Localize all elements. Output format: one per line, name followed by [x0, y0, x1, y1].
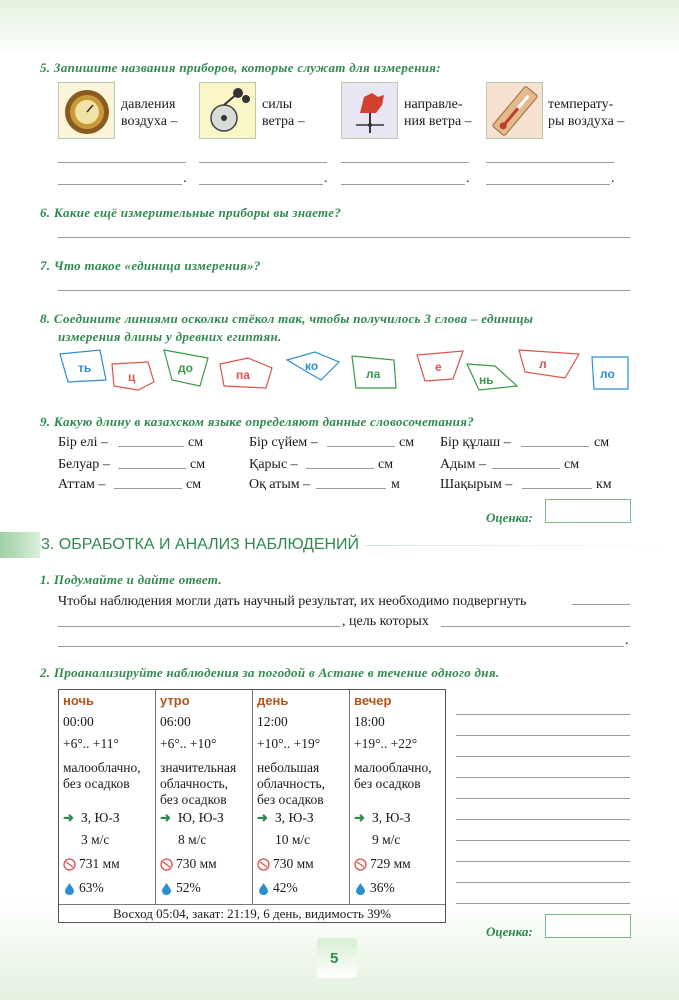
sky-line: небольшая [257, 760, 320, 775]
humidity-value: 63% [79, 880, 104, 895]
sky-line: без осадков [257, 792, 324, 807]
unit-label: см [399, 435, 415, 450]
wind-speed: 3 м/с [81, 832, 110, 847]
task8-text-line1: Соедините линиями осколки стёкол так, чтобы получилось 3 слова – единицы [53, 311, 534, 326]
answer-line[interactable] [199, 184, 323, 185]
shard-text: ко [305, 359, 319, 373]
s3-task1-body-text: Чтобы наблюдения могли дать научный результат, их необходимо подвергнуть [58, 594, 527, 609]
answer-line[interactable] [456, 861, 630, 862]
term-label: Қарыс – [249, 457, 298, 472]
grade-field[interactable] [545, 499, 631, 523]
task6-text: Какие ещё измерительные приборы вы знаете? [53, 205, 342, 220]
period-label: утро [160, 693, 190, 708]
term-label: Оқ атым – [249, 477, 311, 492]
humidity-drop-icon [63, 882, 76, 895]
wind-speed: 9 м/с [372, 832, 401, 847]
weather-table [58, 689, 446, 923]
humidity-drop-icon [354, 882, 367, 895]
sky-line: облачность, [257, 776, 325, 791]
answer-line[interactable] [486, 184, 610, 185]
pressure-gauge-icon [160, 858, 173, 871]
sky-line: без осадков [354, 776, 421, 791]
glass-shard[interactable] [58, 348, 108, 384]
answer-line[interactable] [456, 798, 630, 799]
s3-task2-question [40, 665, 499, 681]
glass-shard[interactable] [108, 360, 158, 392]
unit-label: см [564, 457, 580, 472]
answer-line[interactable] [456, 882, 630, 883]
period-label: ночь [63, 693, 95, 708]
term-label: Белуар – [58, 457, 110, 472]
unit-label: см [594, 435, 610, 450]
grade-label: Оценка: [486, 924, 533, 939]
label-air-pressure: давления воздуха – [121, 97, 178, 129]
time-value: 00:00 [63, 714, 94, 729]
grade-field[interactable] [545, 914, 631, 938]
pressure-gauge-icon [354, 858, 367, 871]
s3-task1-number: 1. [40, 572, 51, 587]
shard-text: до [178, 361, 193, 375]
answer-line[interactable] [58, 290, 630, 291]
answer-line[interactable] [521, 446, 589, 447]
term-label: Шақырым – [440, 477, 513, 492]
answer-line[interactable] [58, 237, 630, 238]
task6-number: 6. [40, 205, 51, 220]
barometer-icon [58, 82, 115, 139]
term-label: Бір елі – [58, 435, 109, 450]
task5-question [40, 60, 441, 76]
task9-text: Какую длину в казахском языке определяют данные словосочетания? [53, 414, 475, 429]
answer-line[interactable] [456, 777, 630, 778]
wind-arrow-icon: ➜ [63, 810, 74, 825]
answer-line[interactable] [306, 468, 374, 469]
answer-line[interactable] [456, 735, 630, 736]
glass-shard[interactable] [517, 348, 583, 382]
task7-question [40, 258, 261, 274]
period: . [324, 171, 328, 186]
glass-shard[interactable] [590, 355, 632, 391]
sky-line: малооблачно, [354, 760, 432, 775]
period: . [625, 633, 629, 648]
task8-question [40, 310, 635, 346]
period: . [183, 171, 187, 186]
wind-speed: 8 м/с [178, 832, 207, 847]
temperature-value: +6°.. +10° [160, 736, 217, 751]
answer-line[interactable] [486, 162, 614, 163]
pressure-gauge-icon [63, 858, 76, 871]
page-number: 5 [330, 950, 339, 967]
term-label: Адым – [440, 457, 486, 472]
wind-arrow-icon: ➜ [160, 810, 171, 825]
answer-line[interactable] [341, 162, 469, 163]
task6-question [40, 205, 341, 221]
answer-line[interactable] [58, 162, 186, 163]
humidity-value: 52% [176, 880, 201, 895]
pressure-value: 729 мм [370, 856, 411, 871]
answer-line[interactable] [58, 646, 624, 647]
term-label: Бір сүйем – [249, 435, 318, 450]
humidity-value: 36% [370, 880, 395, 895]
label-wind-force: силы ветра – [262, 97, 305, 129]
shard-text: е [435, 360, 442, 374]
answer-line[interactable] [114, 488, 182, 489]
shard-text: ц [128, 370, 136, 384]
shard-text: ла [366, 367, 381, 381]
weather-footer: Восход 05:04, закат: 21:19, 6 день, видимость 39% [59, 904, 445, 923]
time-value: 06:00 [160, 714, 191, 729]
answer-line[interactable] [199, 162, 327, 163]
time-value: 12:00 [257, 714, 288, 729]
temperature-value: +10°.. +19° [257, 736, 321, 751]
sky-line: значительная [160, 760, 237, 775]
s3-task1-body-text2: , цель которых [342, 614, 429, 629]
period-label: день [257, 693, 289, 708]
s3-task2-text: Проанализируйте наблюдения за погодой в Астане в течение одного дня. [53, 665, 500, 680]
answer-line[interactable] [441, 626, 630, 627]
pressure-value: 730 мм [176, 856, 217, 871]
label-air-temperature: температу- ры воздуха – [548, 97, 625, 129]
wind-direction: З, Ю-З [372, 810, 411, 825]
s3-task1-question [40, 572, 222, 588]
answer-line[interactable] [456, 840, 630, 841]
section-title: 3. ОБРАБОТКА И АНАЛИЗ НАБЛЮДЕНИЙ [41, 536, 365, 554]
answer-line[interactable] [118, 468, 186, 469]
anemometer-icon [199, 82, 256, 139]
shard-text: нь [479, 373, 494, 387]
period-label: вечер [354, 693, 392, 708]
wind-direction: Ю, Ю-З [178, 810, 224, 825]
sky-line: без осадков [63, 776, 130, 791]
weather-column [253, 690, 350, 904]
task5-text: Запишите названия приборов, которые служат для измерения: [53, 60, 441, 75]
shard-text: па [236, 368, 250, 382]
answer-line[interactable] [456, 903, 630, 904]
weather-vane-icon [341, 82, 398, 139]
glass-shard[interactable] [415, 349, 467, 385]
task7-number: 7. [40, 258, 51, 273]
answer-line[interactable] [316, 488, 386, 489]
sky-line: малооблачно, [63, 760, 141, 775]
answer-line[interactable] [456, 714, 630, 715]
weather-column [156, 690, 253, 904]
wind-direction: З, Ю-З [81, 810, 120, 825]
s3-task1-text: Подумайте и дайте ответ. [53, 572, 222, 587]
grade-label: Оценка: [486, 510, 533, 525]
task7-text: Что такое «единица измерения»? [53, 258, 261, 273]
period: . [466, 171, 470, 186]
answer-line[interactable] [492, 468, 560, 469]
glass-shard[interactable] [465, 362, 521, 392]
glass-shard[interactable] [218, 356, 276, 392]
humidity-value: 42% [273, 880, 298, 895]
unit-label: см [190, 457, 206, 472]
weather-column [350, 690, 447, 904]
answer-line[interactable] [572, 604, 630, 605]
unit-label: см [186, 477, 202, 492]
pressure-value: 730 мм [273, 856, 314, 871]
humidity-drop-icon [160, 882, 173, 895]
unit-label: км [596, 477, 612, 492]
task8-number: 8. [40, 311, 51, 326]
glass-shard[interactable] [350, 354, 400, 392]
s3-task2-number: 2. [40, 665, 51, 680]
section-header-bar [0, 532, 40, 558]
wind-direction: З, Ю-З [275, 810, 314, 825]
task9-number: 9. [40, 414, 51, 429]
glass-shard[interactable] [285, 350, 343, 384]
wind-arrow-icon: ➜ [354, 810, 365, 825]
humidity-drop-icon [257, 882, 270, 895]
answer-line[interactable] [58, 184, 182, 185]
unit-label: см [378, 457, 394, 472]
answer-line[interactable] [341, 184, 465, 185]
shard-text: ть [78, 361, 92, 375]
answer-line[interactable] [118, 446, 184, 447]
answer-line[interactable] [456, 756, 630, 757]
weather-column [59, 690, 156, 904]
pressure-value: 731 мм [79, 856, 120, 871]
wind-speed: 10 м/с [275, 832, 311, 847]
glass-shard[interactable] [162, 348, 212, 388]
sky-line: облачность, [160, 776, 228, 791]
answer-line[interactable] [58, 626, 340, 627]
term-label: Бір құлаш – [440, 435, 511, 450]
temperature-value: +6°.. +11° [63, 736, 119, 751]
temperature-value: +19°.. +22° [354, 736, 418, 751]
task8-text-line2: измерения длины у древних египтян. [58, 329, 282, 344]
task9-question [40, 414, 474, 430]
time-value: 18:00 [354, 714, 385, 729]
thermometer-icon [486, 82, 543, 139]
shard-text: ло [600, 367, 615, 381]
pressure-gauge-icon [257, 858, 270, 871]
unit-label: м [391, 477, 400, 492]
answer-line[interactable] [456, 819, 630, 820]
answer-line[interactable] [522, 488, 592, 489]
label-wind-direction: направле- ния ветра – [404, 97, 472, 129]
answer-line[interactable] [327, 446, 395, 447]
shard-text: л [539, 357, 547, 371]
task5-number: 5. [40, 60, 51, 75]
wind-arrow-icon: ➜ [257, 810, 268, 825]
sky-line: без осадков [160, 792, 227, 807]
unit-label: см [188, 435, 204, 450]
term-label: Аттам – [58, 477, 106, 492]
period: . [611, 171, 615, 186]
